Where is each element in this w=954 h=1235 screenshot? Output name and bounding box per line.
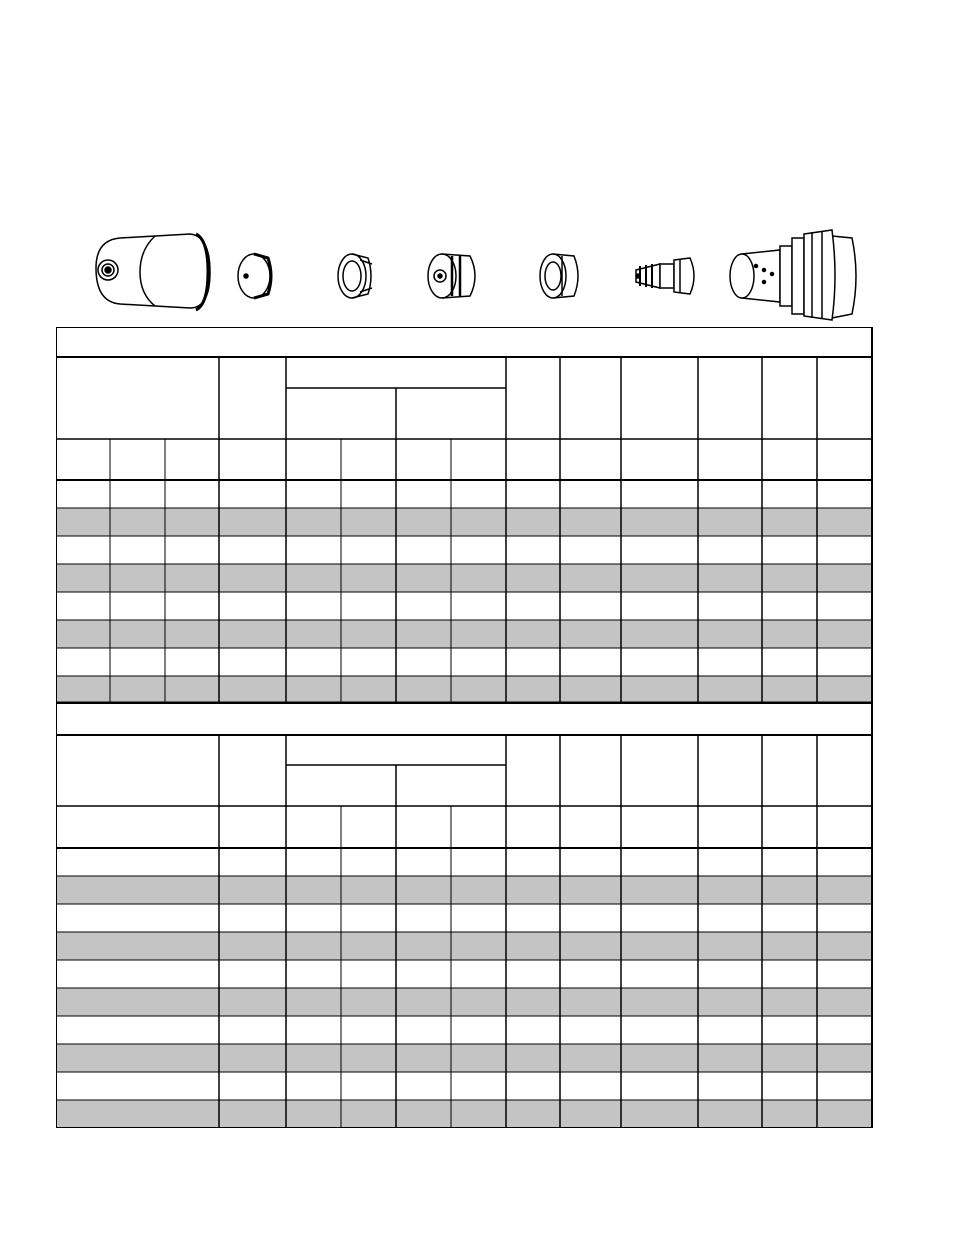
t2-row-8 bbox=[56, 1044, 872, 1072]
t1-row-4 bbox=[56, 564, 872, 592]
t1-row-6 bbox=[56, 620, 872, 648]
t2-row-2 bbox=[56, 876, 872, 904]
nozzle-retaining-cap-icon bbox=[238, 254, 271, 298]
t2-row-10 bbox=[56, 1100, 872, 1128]
process-tables-grid bbox=[56, 327, 873, 1128]
swirl-ring-icon bbox=[338, 254, 372, 298]
consumable-parts-strip bbox=[0, 220, 954, 330]
t2-row-9 bbox=[56, 1072, 872, 1100]
t1-row-3 bbox=[56, 536, 872, 564]
t2-row-5 bbox=[56, 960, 872, 988]
t1-row-1 bbox=[56, 480, 872, 508]
torch-body-icon bbox=[730, 230, 856, 320]
t2-row-1 bbox=[56, 848, 872, 876]
t1-row-5 bbox=[56, 592, 872, 620]
t2-title-band bbox=[56, 703, 872, 735]
shield-icon bbox=[96, 234, 210, 310]
process-tables bbox=[56, 327, 873, 1128]
t2-row-3 bbox=[56, 904, 872, 932]
t1-row-2 bbox=[56, 508, 872, 536]
t2-row-7 bbox=[56, 1016, 872, 1044]
t1-row-7 bbox=[56, 648, 872, 676]
t1-title-band bbox=[56, 327, 872, 357]
t2-row-6 bbox=[56, 988, 872, 1016]
retaining-ring-icon bbox=[540, 254, 578, 298]
t1-row-8 bbox=[56, 676, 872, 704]
electrode-icon bbox=[636, 258, 694, 294]
nozzle-icon bbox=[428, 254, 475, 298]
t2-row-4 bbox=[56, 932, 872, 960]
